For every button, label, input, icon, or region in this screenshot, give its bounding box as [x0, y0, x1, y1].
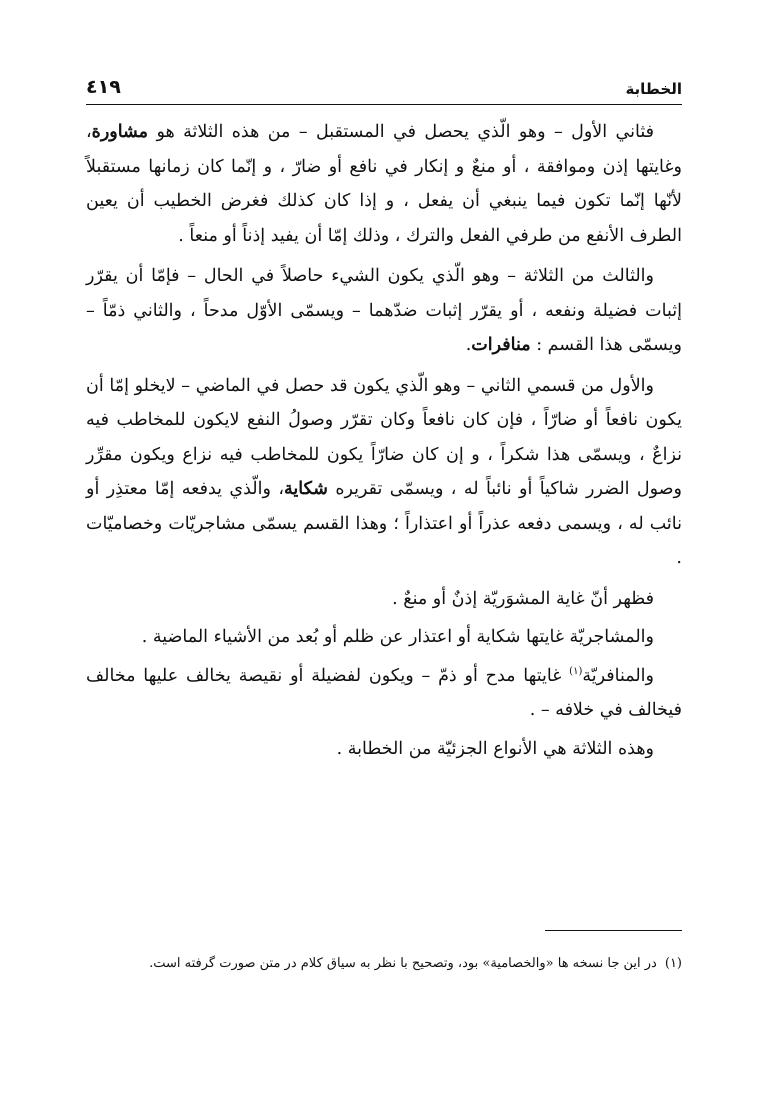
- page-header: [86, 74, 682, 104]
- paragraph-summary: وهذه الثلاثة هي الأنواع الجزئيّة من الخطابة .: [336, 738, 654, 759]
- footnote-text: در اين جا نسخه ها «والخصامية» بود، وتصحيح با نظر به سياق كلام در متن صورت گرفته است.: [149, 956, 657, 971]
- footnote-reference[interactable]: (١): [569, 665, 583, 677]
- paragraph-munafariya: والمنافريّة$^{(١)}$ غايتها مدح أو ذمّ – ويكون لفضيلة أو نقيصة يخالف عليها مخالف فيخالف في خلافه – .: [86, 665, 682, 720]
- paragraph-munafarat: والثالث من الثلاثة – وهو الّذي يكون الشيء حاصلاً في الحال – فإمّا أن يقرّر إثبات فضيلة ونفعه ، أو يقرّر إثبات ضدّهما – ويسمّى الأوّل مدحاً ، والثاني ذمّاً – ويسمّى هذا القسم : منافرات.: [86, 266, 682, 355]
- paragraph-shikaya: والأول من قسمي الثاني – وهو الّذي يكون قد حصل في الماضي – لايخلو إمّا أن يكون نافعاً أو ضارّاً ، فإن كان نافعاً وكان تقرّر وصولُ النفع لايكون للمخاطب فيه نزاعٌ ، ويسمّى هذا شكراً ، و إن كان ضارّاً يكون للمخاطب فيه نزاع ويكون مقرِّر وصول الضرر شاكياً أو نائباً له ، ويسمّى تقريره شكاية، والّذي يدفعه إمّا معتذِر أو نائب له ، ويسمى دفعه عذراً أو اعتذاراً ؛ وهذا القسم يسمّى مشاجريّات وخصاميّات .: [86, 375, 682, 568]
- page-number: ٤١٩: [86, 76, 121, 98]
- header-rule: [86, 104, 682, 105]
- term-munafarat: منافرات: [471, 335, 531, 355]
- running-title: الخطابة: [625, 80, 682, 98]
- footnote-rule: [545, 930, 682, 931]
- term-mashwara: مشاورة: [91, 122, 149, 142]
- paragraph-mashwariya-conclusion: فظهر أنّ غاية المشوَريّة إذنٌ أو منعٌ .: [392, 588, 654, 609]
- body-text: [86, 115, 682, 772]
- footnote-number: (١): [664, 956, 682, 971]
- paragraph-mushajariya: والمشاجريّة غايتها شكاية أو اعتذار عن ظلم أو بُعد من الأشياء الماضية .: [141, 627, 654, 647]
- paragraph-mashwara: فثاني الأول – وهو الّذي يحصل في المستقبل – من هذه الثلاثة هو مشاورة، وغايتها إذن وموافقة ، أو منعٌ و إنكار في نافع أو ضارّ ، و إنّما كان زمانها مستقبلاً لأنّها إنّما تكون فيما ينبغي أن يفعل ، و إذا كان كذلك فغرض الخطيب أن يعين الطرف الأنفع من طرفي الفعل والترك ، وذلك إمّا أن يفيد إذناً أو منعاً .: [86, 122, 682, 246]
- footnote: [86, 950, 682, 977]
- term-shikaya: شكاية: [284, 479, 328, 499]
